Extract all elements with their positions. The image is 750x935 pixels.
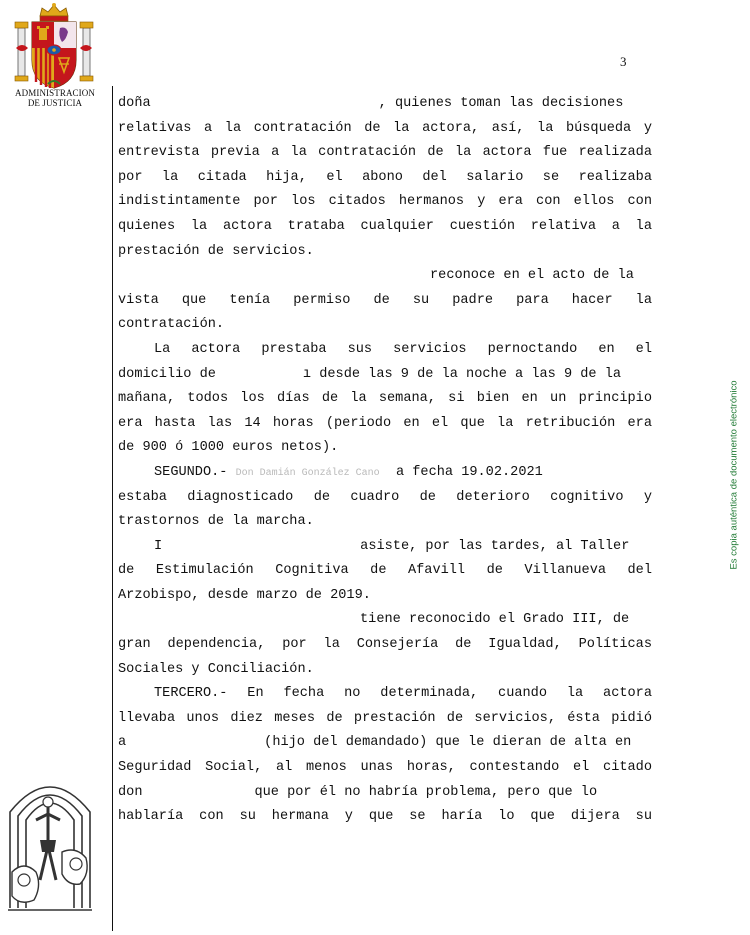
text-line: vista que tenía permiso de su padre para hacer la [118, 292, 652, 308]
text-fragment: doña [118, 96, 151, 111]
text-fragment: ı desde las 9 de la noche a las 9 de la [302, 366, 622, 382]
text-line [118, 92, 652, 117]
text-fragment: don [118, 784, 143, 800]
document-body [118, 92, 652, 830]
junta-andalucia-hercules-emblem [4, 768, 96, 914]
page-number: 3 [620, 54, 627, 69]
faint-redacted-name: Don Damián González Cano [235, 467, 380, 479]
text-line: prestación de servicios. [118, 243, 314, 259]
coat-of-arms-spain-logo [12, 2, 96, 90]
margin-rule [112, 86, 113, 931]
text-line: estaba diagnosticado de cuadro de deterioro cognitivo y [118, 489, 652, 505]
text-line: por la citada hija, el abono del salario se realizaba [118, 169, 652, 185]
text-line: relativas a la contratación de la actora, así, la búsqueda y [118, 120, 652, 136]
text-fragment: a fecha 19.02.2021 [395, 464, 543, 480]
text-line: mañana, todos los días de la semana, si bien en un principio [118, 391, 652, 407]
text-fragment: a [118, 735, 127, 751]
institution-label [6, 88, 104, 108]
text-fragment: (hijo del demandado) que le dieran de alta en [264, 735, 632, 751]
text-line: tiene reconocido el Grado III, de [360, 612, 630, 628]
text-line: indistintamente por los citados hermanos y era con ellos con [118, 194, 652, 210]
text-line: reconoce en el acto de la [430, 268, 634, 284]
text-line [118, 535, 652, 560]
text-line: gran dependencia, por la Consejería de Igualdad, Políticas [118, 637, 652, 653]
text-line: llevaba unos diez meses de prestación de servicios, ésta pidió [118, 710, 652, 726]
text-line [118, 461, 652, 486]
text-fragment: I [154, 538, 163, 554]
authenticity-side-note: Es copia auténtica de documento electrónico [728, 380, 740, 570]
text-line: Seguridad Social, al menos unas horas, contestando el citado [118, 760, 652, 776]
text-line [118, 363, 652, 388]
text-fragment: , quienes toman las decisiones [378, 96, 624, 111]
text-line: entrevista previa a la contratación de la actora fue realizada [118, 145, 652, 161]
text-line: trastornos de la marcha. [118, 514, 314, 530]
text-line: de 900 ó 1000 euros netos). [118, 440, 339, 456]
text-line: Sociales y Conciliación. [118, 661, 314, 677]
text-fragment: domicilio de [118, 366, 216, 382]
text-line: La actora prestaba sus servicios pernoctando en el [154, 341, 652, 357]
text-line: TERCERO.- En fecha no determinada, cuando la actora [154, 686, 652, 702]
text-line: hablaría con su hermana y que se haría lo que dijera su [118, 809, 652, 825]
text-line: quienes la actora trataba cualquier cuestión relativa a la [118, 218, 652, 234]
text-line [118, 781, 652, 806]
text-line [118, 731, 652, 756]
text-fragment: asiste, por las tardes, al Taller [360, 538, 630, 554]
text-fragment: SEGUNDO.- [154, 464, 228, 480]
institution-line-2: DE JUSTICIA [27, 98, 83, 108]
text-fragment: que por él no habría problema, pero que lo [254, 784, 598, 800]
institution-line-1: ADMINISTRACION [15, 88, 95, 98]
text-line: era hasta las 14 horas (periodo en el que la retribución era [118, 415, 652, 431]
text-line: de Estimulación Cognitiva de Afavill de Villanueva del [118, 563, 652, 579]
text-line: contratación. [118, 317, 225, 333]
text-line: Arzobispo, desde marzo de 2019. [118, 587, 371, 603]
